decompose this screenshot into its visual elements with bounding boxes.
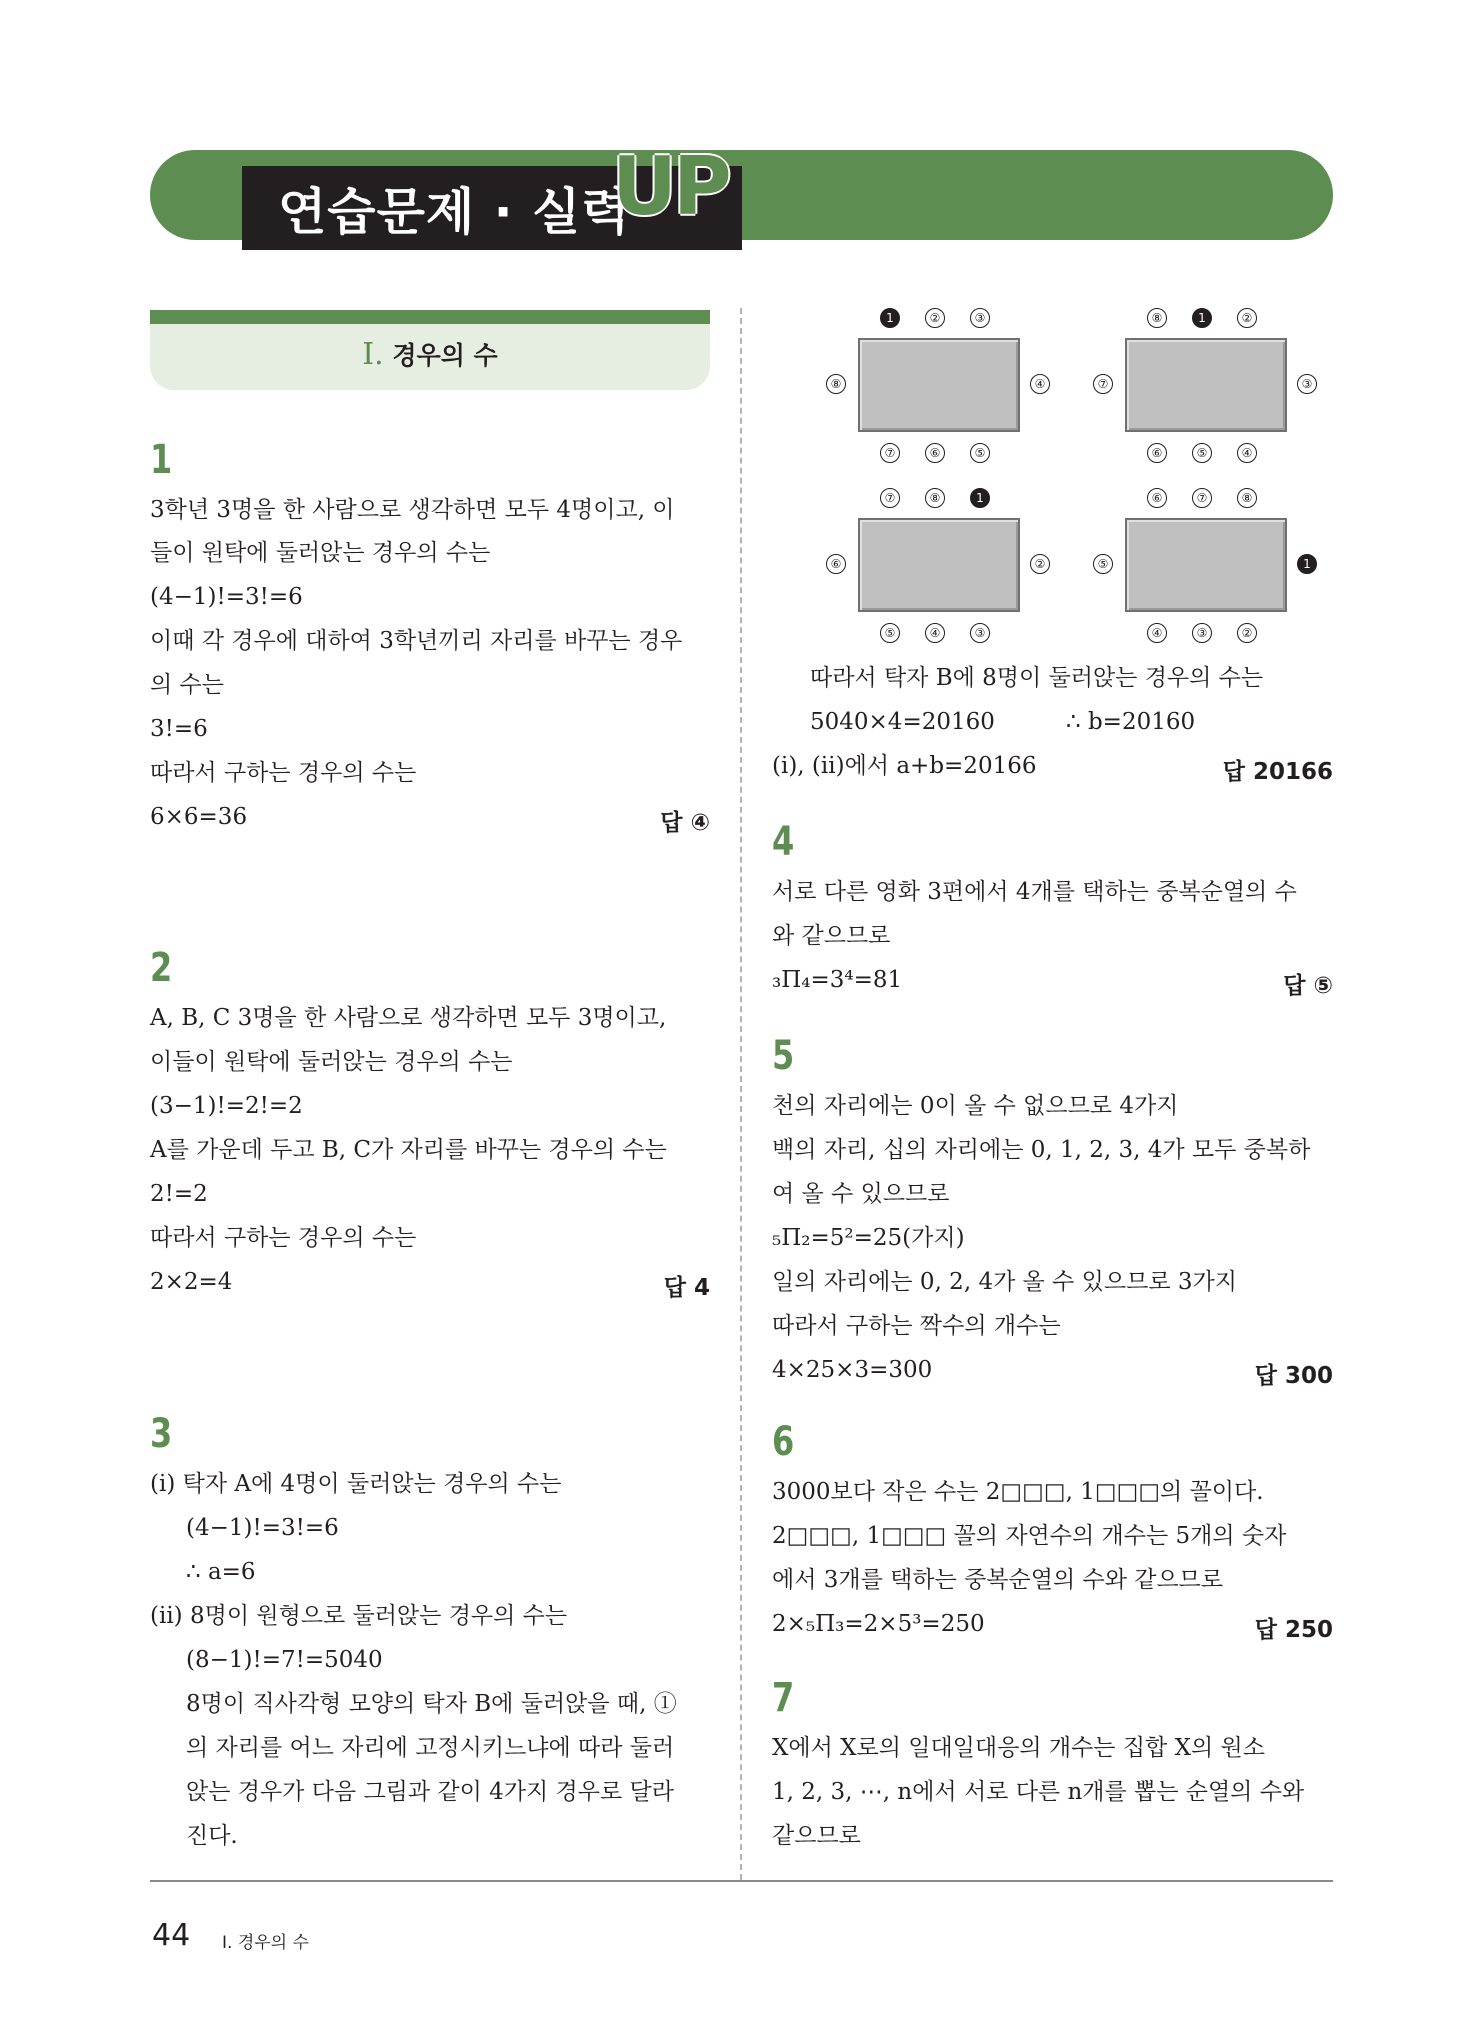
p1-line: 따라서 구하는 경우의 수는 — [150, 760, 417, 786]
p6-line: 2×₅Π₃=2×5³=250 — [772, 1611, 985, 1637]
seat-marker: ③ — [1297, 374, 1317, 394]
p6-answer: 답 250 — [1254, 1617, 1333, 1643]
p4-line: 와 같으므로 — [772, 923, 891, 949]
problem-number-7: 7 — [772, 1675, 795, 1721]
p3-cont-line: (ⅰ), (ⅱ)에서 a+b=20166 — [772, 753, 1037, 779]
p7-line: 같으므로 — [772, 1823, 861, 1849]
seat-marker: 1 — [880, 308, 900, 328]
seat-marker: ⑤ — [1093, 554, 1113, 574]
p5-answer: 답 300 — [1254, 1363, 1333, 1389]
p3-cont-line: ∴ b=20160 — [1066, 709, 1196, 735]
seat-marker: ⑥ — [826, 554, 846, 574]
seat-marker: ⑦ — [1093, 374, 1113, 394]
p2-line: 이들이 원탁에 둘러앉는 경우의 수는 — [150, 1049, 513, 1075]
seat-marker: ④ — [925, 623, 945, 643]
seat-marker: ④ — [1237, 443, 1257, 463]
p1-line: 3학년 3명을 한 사람으로 생각하면 모두 4명이고, 이 — [150, 497, 675, 523]
problem-number-2: 2 — [150, 945, 173, 991]
section-bar — [150, 310, 710, 324]
p7-line: X에서 X로의 일대일대응의 개수는 집합 X의 원소 — [772, 1735, 1265, 1761]
seat-marker: 1 — [1192, 308, 1212, 328]
seat-marker: ③ — [970, 308, 990, 328]
table-diagram — [858, 338, 1020, 432]
p3-line: (8−1)!=7!=5040 — [186, 1647, 383, 1673]
seat-marker: ④ — [1147, 623, 1167, 643]
seat-marker: ⑧ — [1147, 308, 1167, 328]
p5-line: 여 올 수 있으므로 — [772, 1181, 950, 1207]
seat-marker: ⑥ — [1147, 488, 1167, 508]
seat-marker: ⑤ — [1192, 443, 1212, 463]
p1-answer: 답 ④ — [660, 810, 710, 836]
p2-answer: 답 4 — [663, 1275, 710, 1301]
problem-number-1: 1 — [150, 437, 173, 483]
table-diagram — [1125, 518, 1287, 612]
seat-marker: ⑥ — [925, 443, 945, 463]
footer-rule — [150, 1880, 1333, 1882]
p3-line: 앉는 경우가 다음 그림과 같이 4가지 경우로 달라 — [186, 1779, 674, 1805]
p4-answer: 답 ⑤ — [1283, 973, 1333, 999]
column-divider — [740, 308, 742, 1880]
seat-marker: ⑧ — [925, 488, 945, 508]
p3-answer: 답 20166 — [1222, 759, 1333, 785]
problem-number-3: 3 — [150, 1411, 173, 1457]
seat-marker: ⑥ — [1147, 443, 1167, 463]
p1-line: 이때 각 경우에 대하여 3학년끼리 자리를 바꾸는 경우 — [150, 628, 683, 654]
p6-line: 에서 3개를 택하는 중복순열의 수와 같으므로 — [772, 1567, 1224, 1593]
seat-marker: ⑤ — [880, 623, 900, 643]
p5-line: ₅Π₂=5²=25(가지) — [772, 1225, 965, 1251]
problem-number-6: 6 — [772, 1419, 795, 1465]
p2-line: A, B, C 3명을 한 사람으로 생각하면 모두 3명이고, — [150, 1005, 667, 1031]
seat-marker: ⑦ — [1192, 488, 1212, 508]
p6-line: 3000보다 작은 수는 2□□□, 1□□□의 꼴이다. — [772, 1479, 1264, 1505]
p7-line: 1, 2, 3, ⋯, n에서 서로 다른 n개를 뽑는 순열의 수와 — [772, 1779, 1305, 1805]
seat-marker: ③ — [970, 623, 990, 643]
p2-line: 2×2=4 — [150, 1269, 233, 1295]
seat-marker: ⑦ — [880, 443, 900, 463]
header-title-up: UP — [612, 140, 728, 233]
p3-line: (ⅱ) 8명이 원형으로 둘러앉는 경우의 수는 — [150, 1603, 568, 1629]
p4-line: ₃Π₄=3⁴=81 — [772, 967, 903, 993]
footer-section: Ⅰ. 경우의 수 — [222, 1933, 309, 1953]
seat-marker: ② — [1237, 308, 1257, 328]
page-number: 44 — [152, 1918, 191, 1953]
seat-marker: 1 — [970, 488, 990, 508]
seat-marker: ⑧ — [826, 374, 846, 394]
p3-line: 의 자리를 어느 자리에 고정시키느냐에 따라 둘러 — [186, 1735, 675, 1761]
p4-line: 서로 다른 영화 3편에서 4개를 택하는 중복순열의 수 — [772, 879, 1297, 905]
p1-line: (4−1)!=3!=6 — [150, 584, 303, 610]
p5-line: 백의 자리, 십의 자리에는 0, 1, 2, 3, 4가 모두 중복하 — [772, 1137, 1311, 1163]
p2-line: 2!=2 — [150, 1181, 208, 1207]
p1-line: 의 수는 — [150, 672, 224, 698]
p3-cont-line: 따라서 탁자 B에 8명이 둘러앉는 경우의 수는 — [810, 665, 1264, 691]
seat-marker: ③ — [1192, 623, 1212, 643]
p5-line: 4×25×3=300 — [772, 1357, 933, 1383]
p2-line: 따라서 구하는 경우의 수는 — [150, 1225, 417, 1251]
p3-line: (4−1)!=3!=6 — [186, 1515, 339, 1541]
seat-marker: ⑧ — [1237, 488, 1257, 508]
problem-number-4: 4 — [772, 819, 795, 865]
p5-line: 일의 자리에는 0, 2, 4가 올 수 있으므로 3가지 — [772, 1269, 1237, 1295]
p2-line: (3−1)!=2!=2 — [150, 1093, 303, 1119]
seat-marker: ② — [925, 308, 945, 328]
seat-marker: 1 — [1297, 554, 1317, 574]
p1-line: 6×6=36 — [150, 804, 248, 830]
p2-line: A를 가운데 두고 B, C가 자리를 바꾸는 경우의 수는 — [150, 1137, 667, 1163]
table-diagram — [858, 518, 1020, 612]
header-title: 연습문제 · 실력 — [278, 183, 631, 241]
p3-line: 진다. — [186, 1823, 238, 1849]
p3-line: 8명이 직사각형 모양의 탁자 B에 둘러앉을 때, ① — [186, 1691, 677, 1717]
p3-line: (ⅰ) 탁자 A에 4명이 둘러앉는 경우의 수는 — [150, 1471, 562, 1497]
p3-line: ∴ a=6 — [186, 1559, 256, 1585]
section-title — [150, 336, 710, 372]
table-diagram — [1125, 338, 1287, 432]
problem-number-5: 5 — [772, 1033, 795, 1079]
seat-marker: ② — [1237, 623, 1257, 643]
p3-cont-line: 5040×4=20160 — [810, 709, 995, 735]
p5-line: 천의 자리에는 0이 올 수 없으므로 4가지 — [772, 1093, 1179, 1119]
p1-line: 들이 원탁에 둘러앉는 경우의 수는 — [150, 540, 491, 566]
seat-marker: ⑤ — [970, 443, 990, 463]
seat-marker: ⑦ — [880, 488, 900, 508]
p6-line: 2□□□, 1□□□ 꼴의 자연수의 개수는 5개의 숫자 — [772, 1523, 1287, 1549]
p1-line: 3!=6 — [150, 716, 208, 742]
seat-marker: ④ — [1030, 374, 1050, 394]
seat-marker: ② — [1030, 554, 1050, 574]
p5-line: 따라서 구하는 짝수의 개수는 — [772, 1313, 1061, 1339]
section-title-text: 경우의 수 — [392, 341, 498, 370]
section-numeral: Ⅰ. — [362, 337, 384, 372]
